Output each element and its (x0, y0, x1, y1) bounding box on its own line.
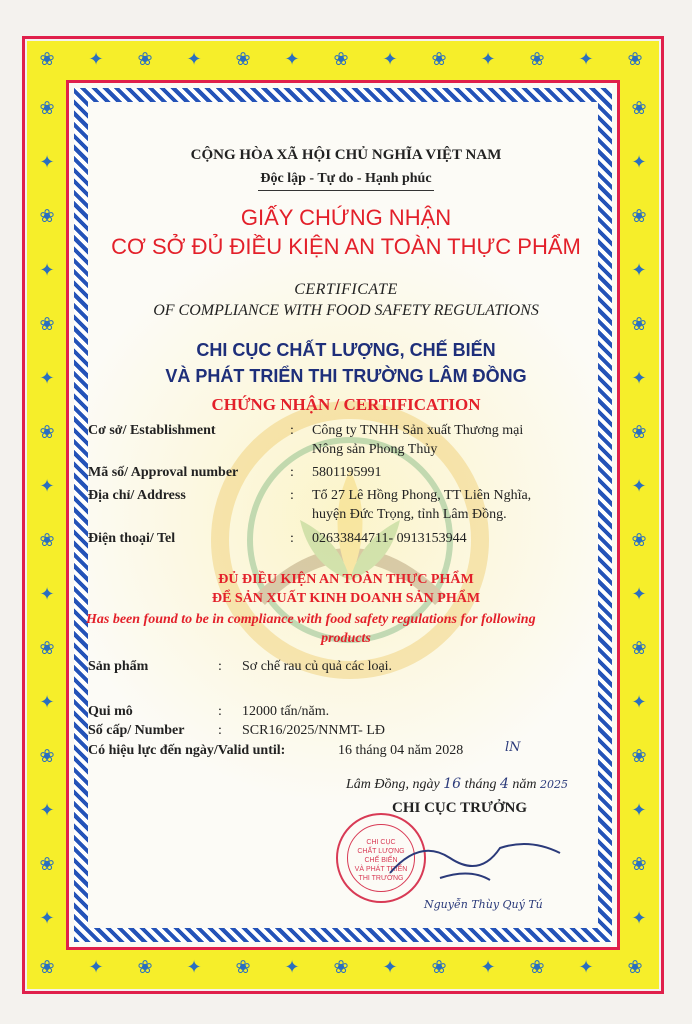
certificate-title-english: CERTIFICATE (294, 281, 398, 298)
address-label: Địa chỉ/ Address (88, 488, 186, 503)
compliance-statement-vn2: ĐỂ SẢN XUẤT KINH DOANH SẢN PHẨM (211, 591, 481, 606)
lotus-ornament-icon: ❀ (39, 98, 55, 119)
lotus-ornament-icon: ❀ (235, 957, 251, 978)
issue-year-word: năm (512, 777, 537, 792)
star-ornament-icon: ✦ (382, 957, 398, 978)
lotus-ornament-icon: ❀ (631, 206, 647, 227)
star-ornament-icon: ✦ (39, 152, 55, 173)
lotus-ornament-icon: ❀ (39, 854, 55, 875)
star-ornament-icon: ✦ (39, 908, 55, 929)
star-ornament-icon: ✦ (578, 49, 594, 70)
issue-day: 16 (443, 776, 462, 792)
product-colon: : (218, 659, 222, 674)
lotus-ornament-icon: ❀ (333, 957, 349, 978)
lotus-ornament-icon: ❀ (39, 746, 55, 767)
lotus-ornament-icon: ❀ (431, 49, 447, 70)
star-ornament-icon: ✦ (631, 476, 647, 497)
valid-until-label: Có hiệu lực đến ngày/Valid until: (88, 743, 286, 758)
certification-heading: CHỨNG NHẬN / CERTIFICATION (211, 395, 481, 414)
issue-place-date (346, 776, 568, 793)
lotus-ornament-icon: ❀ (631, 854, 647, 875)
star-ornament-icon: ✦ (39, 692, 55, 713)
lotus-ornament-icon: ❀ (39, 957, 55, 978)
seal-text-line4: VÀ PHÁT TRIỂN (354, 866, 408, 873)
phone-colon: : (290, 531, 294, 546)
star-ornament-icon: ✦ (39, 260, 55, 281)
lotus-ornament-icon: ❀ (627, 957, 643, 978)
initials-handwritten: lN (505, 740, 521, 755)
handwritten-signature (380, 818, 580, 898)
address-value-line2: huyện Đức Trọng, tỉnh Lâm Đồng. (312, 507, 507, 522)
phone-label: Điện thoại/ Tel (88, 531, 176, 546)
lotus-ornament-icon: ❀ (529, 957, 545, 978)
national-motto: Độc lập - Tự do - Hạnh phúc (260, 171, 432, 186)
product-value: Sơ chế rau củ quả các loại. (242, 659, 393, 674)
issue-year: 2025 (540, 778, 568, 791)
seal-text-line3: CHẾ BIẾN (364, 857, 398, 864)
lotus-ornament-icon: ❀ (333, 49, 349, 70)
signatory-name: Nguyễn Thùy Quý Tú (424, 898, 543, 911)
star-ornament-icon: ✦ (186, 49, 202, 70)
star-ornament-icon: ✦ (186, 957, 202, 978)
establishment-value-line2: Nông sản Phong Thủy (312, 442, 438, 457)
lotus-ornament-icon: ❀ (39, 314, 55, 335)
star-ornament-icon: ✦ (631, 260, 647, 281)
seal-text-line2: CHẤT LƯỢNG (357, 848, 405, 855)
lotus-ornament-icon: ❀ (39, 638, 55, 659)
establishment-colon: : (290, 423, 294, 438)
scale-label: Qui mô (88, 704, 133, 719)
star-ornament-icon: ✦ (480, 957, 496, 978)
star-ornament-icon: ✦ (39, 584, 55, 605)
lotus-ornament-icon: ❀ (631, 746, 647, 767)
issue-month: 4 (499, 776, 509, 792)
star-ornament-icon: ✦ (284, 49, 300, 70)
issue-place: Lâm Đồng, ngày (346, 777, 440, 792)
star-ornament-icon: ✦ (480, 49, 496, 70)
compliance-statement-vn1: ĐỦ ĐIỀU KIỆN AN TOÀN THỰC PHẨM (218, 572, 474, 587)
signatory-title: CHI CỤC TRƯỞNG (392, 800, 528, 816)
seal-text-line1: CHI CỤC (366, 839, 396, 846)
valid-until-value: 16 tháng 04 năm 2028 (338, 743, 464, 758)
scale-colon: : (218, 704, 222, 719)
lotus-ornament-icon: ❀ (39, 530, 55, 551)
certificate-number-label: Số cấp/ Number (88, 723, 185, 738)
issuing-agency-line2: VÀ PHÁT TRIỂN THI TRƯỜNG LÂM ĐỒNG (165, 366, 527, 386)
approval-number-value: 5801195991 (312, 465, 382, 480)
lotus-ornament-icon: ❀ (39, 206, 55, 227)
lotus-ornament-icon: ❀ (631, 314, 647, 335)
approval-number-label: Mã số/ Approval number (88, 465, 239, 480)
lotus-ornament-icon: ❀ (39, 422, 55, 443)
star-ornament-icon: ✦ (88, 49, 104, 70)
motto-underline (258, 190, 434, 191)
approval-colon: : (290, 465, 294, 480)
compliance-statement-en1: Has been found to be in compliance with food safety regulations for following (86, 612, 536, 627)
star-ornament-icon: ✦ (88, 957, 104, 978)
address-value-line1: Tổ 27 Lê Hồng Phong, TT Liên Nghĩa, (312, 488, 532, 503)
star-ornament-icon: ✦ (631, 152, 647, 173)
address-colon: : (290, 488, 294, 503)
lotus-ornament-icon: ❀ (627, 49, 643, 70)
lotus-ornament-icon: ❀ (431, 957, 447, 978)
certificate-subtitle: CƠ SỞ ĐỦ ĐIỀU KIỆN AN TOÀN THỰC PHẨM (111, 234, 581, 259)
star-ornament-icon: ✦ (382, 49, 398, 70)
certificate-subtitle-english: OF COMPLIANCE WITH FOOD SAFETY REGULATIONS (153, 302, 539, 319)
lotus-ornament-icon: ❀ (137, 49, 153, 70)
lotus-ornament-icon: ❀ (631, 530, 647, 551)
establishment-value-line1: Công ty TNHH Sản xuất Thương mại (312, 423, 524, 438)
star-ornament-icon: ✦ (631, 908, 647, 929)
star-ornament-icon: ✦ (39, 800, 55, 821)
lotus-ornament-icon: ❀ (529, 49, 545, 70)
issuing-agency-line1: CHI CỤC CHẤT LƯỢNG, CHẾ BIẾN (196, 340, 496, 360)
certificate-title: GIẤY CHỨNG NHẬN (240, 205, 452, 230)
star-ornament-icon: ✦ (631, 368, 647, 389)
seal-text-line5: THI TRƯỜNG (358, 875, 404, 882)
lotus-ornament-icon: ❀ (631, 638, 647, 659)
lotus-ornament-icon: ❀ (235, 49, 251, 70)
establishment-label: Cơ sở/ Establishment (88, 423, 216, 438)
issue-month-word: tháng (464, 777, 497, 792)
star-ornament-icon: ✦ (631, 692, 647, 713)
country-name: CỘNG HÒA XÃ HỘI CHỦ NGHĨA VIỆT NAM (190, 147, 502, 163)
lotus-ornament-icon: ❀ (137, 957, 153, 978)
lotus-ornament-icon: ❀ (631, 98, 647, 119)
star-ornament-icon: ✦ (39, 368, 55, 389)
number-colon: : (218, 723, 222, 738)
scale-value: 12000 tấn/năm. (242, 704, 330, 719)
product-label: Sản phẩm (88, 659, 149, 674)
lotus-ornament-icon: ❀ (39, 49, 55, 70)
star-ornament-icon: ✦ (284, 957, 300, 978)
star-ornament-icon: ✦ (39, 476, 55, 497)
compliance-statement-en2: products (321, 631, 371, 646)
star-ornament-icon: ✦ (631, 584, 647, 605)
star-ornament-icon: ✦ (578, 957, 594, 978)
phone-value: 02633844711- 0913153944 (312, 531, 467, 546)
star-ornament-icon: ✦ (631, 800, 647, 821)
lotus-ornament-icon: ❀ (631, 422, 647, 443)
certificate-number-value: SCR16/2025/NNMT- LĐ (242, 723, 386, 738)
